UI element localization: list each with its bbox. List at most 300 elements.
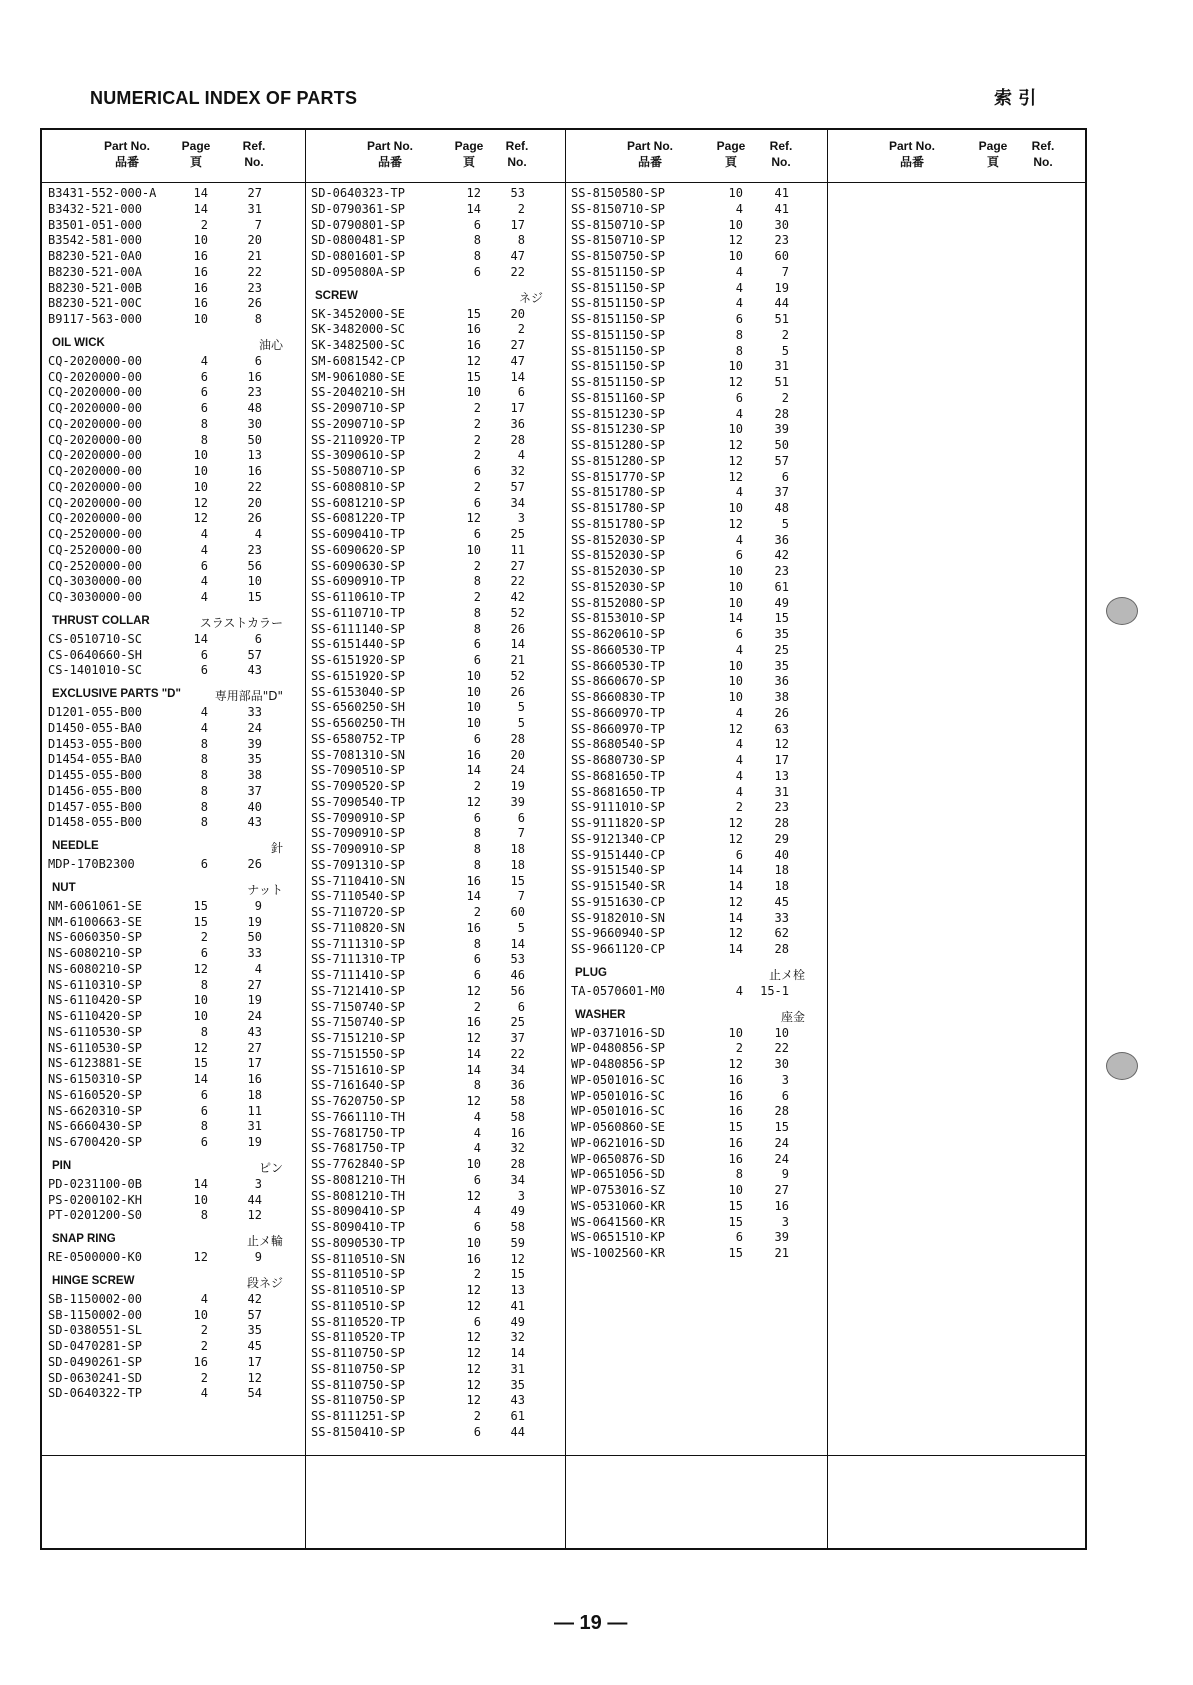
page-ref: 4	[200, 353, 208, 368]
part-number: SS-6560250-SH	[311, 700, 405, 715]
page-ref: 10	[466, 542, 481, 557]
ref-number: 32	[510, 464, 525, 478]
page-ref: 4	[200, 705, 208, 719]
ref-number: 22	[247, 264, 262, 279]
page-ref: 2	[473, 416, 481, 431]
table-row	[305, 401, 565, 417]
ref-number: 36	[510, 416, 525, 431]
ref-number: 5	[517, 920, 525, 935]
column-header	[565, 138, 827, 182]
ref-number: 40	[247, 799, 262, 814]
ref-number: 23	[247, 280, 262, 295]
ref-number: 15	[510, 873, 525, 888]
part-number: SK-3482500-SC	[311, 338, 405, 352]
index-column	[305, 130, 565, 1455]
table-row	[42, 632, 305, 648]
part-number: SD-0640322-TP	[48, 1386, 142, 1401]
ref-number: 44	[247, 1192, 262, 1207]
part-number: SS-9111820-SP	[571, 816, 665, 830]
page-ref: 10	[728, 674, 743, 689]
ref-number: 12	[247, 1208, 262, 1223]
part-number: CQ-2020000-00	[48, 401, 142, 415]
part-number: SS-6090620-SP	[311, 542, 405, 557]
page-ref: 2	[473, 401, 481, 415]
part-number: SS-8660530-TP	[571, 658, 665, 673]
column-header	[42, 138, 305, 182]
ref-number: 16	[247, 1072, 262, 1086]
part-number: SS-6090910-TP	[311, 574, 405, 589]
table-row	[565, 202, 827, 218]
ref-number: 22	[774, 1041, 789, 1056]
ref-number: 49	[510, 1314, 525, 1329]
ref-number: 11	[247, 1103, 262, 1118]
part-number: CQ-2020000-00	[48, 495, 142, 510]
part-number: SS-8151230-SP	[571, 422, 665, 437]
page-title: NUMERICAL INDEX OF PARTS	[90, 88, 358, 108]
page-ref: 6	[473, 495, 481, 510]
section-title-jp: 油心	[258, 337, 283, 352]
part-number: B8230-521-0A0	[48, 249, 142, 263]
table-row	[305, 1173, 565, 1189]
header-page: Page	[181, 139, 211, 153]
page-ref: 6	[473, 217, 481, 232]
page-ref: 6	[473, 464, 481, 478]
ref-number: 15	[774, 1120, 789, 1134]
page-ref: 14	[193, 1072, 208, 1086]
ref-number: 27	[510, 558, 525, 573]
ref-number: 7	[517, 826, 525, 841]
page-ref: 8	[200, 752, 208, 767]
page-ref: 6	[200, 385, 208, 400]
page-ref: 4	[473, 1109, 481, 1124]
page-ref: 14	[728, 863, 743, 878]
part-number: SS-7151550-SP	[311, 1046, 405, 1061]
ref-number: 4	[517, 448, 525, 463]
ref-number: 47	[510, 249, 525, 263]
part-number: B9117-563-000	[48, 312, 142, 326]
table-row	[42, 543, 305, 559]
page-ref: 15	[193, 1056, 208, 1071]
ref-number: 16	[510, 1125, 525, 1140]
page-ref: 14	[728, 611, 743, 626]
section-title-jp: 止メ栓	[768, 967, 805, 982]
page-ref: 12	[466, 1283, 481, 1297]
page-ref: 16	[728, 1072, 743, 1087]
part-number: B8230-521-00A	[48, 264, 142, 279]
part-number: SS-3090610-SP	[311, 448, 405, 463]
ref-number: 17	[510, 401, 525, 415]
page-ref: 6	[473, 653, 481, 667]
ref-number: 49	[774, 595, 789, 610]
table-row	[305, 952, 565, 968]
ref-number: 20	[510, 306, 525, 321]
table-row	[42, 663, 305, 679]
page-ref: 6	[735, 1230, 743, 1245]
part-number: SD-0790361-SP	[311, 201, 405, 216]
table-row	[305, 606, 565, 622]
column-header	[305, 138, 565, 182]
table-row	[42, 296, 305, 312]
table-row	[42, 527, 305, 543]
table-row	[565, 548, 827, 564]
ref-number: 32	[510, 1141, 525, 1156]
table-row	[42, 784, 305, 800]
page-ref: 8	[200, 799, 208, 814]
part-number: SK-3452000-SE	[311, 306, 405, 321]
ref-number: 39	[774, 1230, 789, 1245]
column-header	[827, 138, 1089, 182]
table-row	[565, 1026, 827, 1042]
table-row	[42, 978, 305, 994]
header-part-no: Part No.	[103, 139, 150, 153]
part-number: SS-8151150-SP	[571, 296, 665, 311]
table-row	[565, 359, 827, 375]
page-ref: 10	[466, 668, 481, 683]
part-number: SS-9151540-SP	[571, 863, 665, 878]
page-ref: 12	[466, 511, 481, 526]
table-row	[305, 1236, 565, 1252]
ref-number: 56	[510, 983, 525, 998]
table-row	[305, 700, 565, 716]
header-page-jp: 頁	[724, 155, 737, 169]
page-ref: 6	[200, 401, 208, 415]
ref-number: 50	[247, 432, 262, 447]
table-row	[305, 1031, 565, 1047]
page-ref: 14	[193, 631, 208, 646]
ref-number: 24	[247, 720, 262, 735]
ref-number: 28	[510, 731, 525, 746]
page-ref: 4	[735, 406, 743, 421]
part-number: SD-095080A-SP	[311, 264, 405, 279]
page-ref: 16	[466, 1015, 481, 1030]
table-row	[565, 533, 827, 549]
table-row	[305, 1378, 565, 1394]
ref-number: 48	[774, 501, 789, 515]
ref-number: 42	[247, 1291, 262, 1306]
table-row	[305, 921, 565, 937]
table-row	[565, 1183, 827, 1199]
table-row	[42, 417, 305, 433]
table-row	[565, 690, 827, 706]
section-heading	[42, 1224, 305, 1250]
table-row	[305, 1283, 565, 1299]
part-number: SM-6081542-CP	[311, 353, 405, 368]
ref-number: 28	[774, 942, 789, 956]
page-ref: 10	[728, 249, 743, 263]
page-ref: 12	[466, 1330, 481, 1345]
part-number: NM-6061061-SE	[48, 898, 142, 913]
part-number: B3432-521-000	[48, 201, 142, 216]
page-ref: 14	[466, 763, 481, 778]
part-number: SS-8151150-SP	[571, 343, 665, 358]
table-row	[305, 218, 565, 234]
part-number: CQ-2020000-00	[48, 416, 142, 431]
header-part-no: Part No.	[366, 139, 413, 153]
table-row	[305, 1141, 565, 1157]
table-row	[305, 842, 565, 858]
ref-number: 6	[517, 810, 525, 825]
page-ref: 8	[473, 249, 481, 263]
page-ref: 16	[728, 1088, 743, 1103]
page-ref: 6	[735, 847, 743, 862]
ref-number: 52	[510, 605, 525, 620]
header-page: Page	[978, 139, 1008, 153]
ref-number: 34	[510, 1172, 525, 1187]
page-ref: 6	[735, 627, 743, 641]
section-heading	[565, 958, 827, 984]
ref-number: 22	[510, 264, 525, 279]
table-row	[565, 1073, 827, 1089]
page-ref: 16	[466, 920, 481, 935]
page-ref: 6	[200, 1087, 208, 1102]
page-ref: 10	[193, 1009, 208, 1023]
section-title-jp: スラストカラー	[199, 615, 283, 630]
part-number: D1453-055-B00	[48, 736, 142, 751]
ref-number: 23	[247, 385, 262, 400]
header-page: Page	[716, 139, 746, 153]
ref-number: 12	[510, 1251, 525, 1266]
table-row	[565, 911, 827, 927]
part-number: B3431-552-000-A	[48, 186, 157, 200]
page-ref: 16	[466, 747, 481, 762]
part-number: D1201-055-B00	[48, 705, 142, 719]
page-ref: 6	[473, 810, 481, 825]
page-ref: 16	[193, 264, 208, 279]
table-row	[565, 816, 827, 832]
table-row	[42, 574, 305, 590]
page-ref: 12	[466, 186, 481, 200]
table-row	[42, 590, 305, 606]
ref-number: 31	[774, 359, 789, 374]
page-ref: 12	[466, 1094, 481, 1108]
part-number: CQ-2020000-00	[48, 432, 142, 447]
ref-number: 6	[254, 631, 262, 646]
part-number: CQ-2020000-00	[48, 385, 142, 400]
page-ref: 4	[735, 532, 743, 547]
ref-number: 28	[510, 432, 525, 447]
part-number: SS-8150710-SP	[571, 233, 665, 248]
page-ref: 15	[728, 1198, 743, 1213]
page-ref: 10	[466, 716, 481, 730]
page-ref: 2	[473, 448, 481, 463]
ref-number: 52	[510, 668, 525, 683]
table-row	[42, 233, 305, 249]
part-number: SS-6110710-TP	[311, 605, 405, 620]
table-row	[565, 438, 827, 454]
page-ref: 12	[728, 831, 743, 846]
ref-number: 31	[510, 1361, 525, 1376]
page-title-jp: 索 引	[994, 88, 1037, 109]
page-ref: 12	[193, 495, 208, 510]
ref-number: 2	[781, 390, 789, 405]
page-ref: 8	[473, 1078, 481, 1093]
ref-number: 29	[774, 831, 789, 846]
table-row	[305, 716, 565, 732]
table-row	[305, 685, 565, 701]
part-number: SS-6151920-SP	[311, 668, 405, 683]
part-number: CQ-2520000-00	[48, 542, 142, 557]
ref-number: 3	[517, 1188, 525, 1203]
part-number: CQ-3030000-00	[48, 574, 142, 589]
table-row	[305, 826, 565, 842]
part-number: WP-0753016-SZ	[571, 1183, 665, 1197]
part-number: SS-8151780-SP	[571, 485, 665, 500]
table-row	[305, 1063, 565, 1079]
table-row	[42, 265, 305, 281]
section-title-jp: 専用部品"D"	[214, 689, 283, 703]
part-number: SS-8660970-TP	[571, 705, 665, 720]
page-ref: 14	[728, 879, 743, 893]
part-number: SS-8090410-SP	[311, 1204, 405, 1219]
part-number: SS-8680730-SP	[571, 753, 665, 767]
section-heading	[305, 281, 565, 307]
table-row	[305, 1346, 565, 1362]
page-ref: 6	[200, 946, 208, 960]
header-ref-no: No.	[1033, 155, 1053, 169]
table-row	[305, 858, 565, 874]
page-ref: 8	[735, 343, 743, 358]
table-row	[565, 926, 827, 942]
table-row	[305, 307, 565, 323]
table-row	[42, 752, 305, 768]
section-title-jp: 段ネジ	[246, 1275, 283, 1290]
page-ref: 12	[466, 983, 481, 998]
table-row	[565, 580, 827, 596]
table-row	[565, 800, 827, 816]
ref-number: 5	[517, 700, 525, 715]
page-ref: 8	[200, 768, 208, 782]
page-ref: 8	[200, 1208, 208, 1223]
page-ref: 12	[466, 794, 481, 809]
table-row	[42, 1104, 305, 1120]
header-ref: Ref.	[505, 139, 529, 153]
header-page-jp: 頁	[462, 155, 475, 169]
page-ref: 2	[473, 1409, 481, 1423]
section-title: SNAP RING	[52, 1233, 116, 1245]
ref-number: 41	[774, 201, 789, 216]
table-row	[305, 202, 565, 218]
page-ref: 10	[466, 1157, 481, 1171]
page-ref: 12	[728, 816, 743, 830]
ref-number: 30	[774, 1057, 789, 1071]
ref-number: 4	[254, 527, 262, 541]
table-row	[42, 1177, 305, 1193]
ref-number: 60	[510, 905, 525, 919]
part-number: WP-0650876-SD	[571, 1151, 665, 1166]
part-number: SS-8151230-SP	[571, 406, 665, 421]
part-number: CS-1401010-SC	[48, 663, 142, 678]
page-ref: 2	[200, 1339, 208, 1353]
table-row	[305, 1000, 565, 1016]
section-title-jp: 針	[270, 841, 283, 855]
part-number: SD-0380551-SL	[48, 1323, 142, 1338]
part-number: SS-8660530-TP	[571, 642, 665, 657]
ref-number: 23	[774, 800, 789, 815]
table-row	[305, 480, 565, 496]
table-row	[305, 1425, 565, 1441]
part-number: SS-7090910-SP	[311, 826, 405, 841]
table-row	[305, 653, 565, 669]
page-ref: 4	[473, 1141, 481, 1156]
ref-number: 15-1	[760, 983, 789, 998]
part-number: SS-7111310-TP	[311, 952, 405, 967]
part-number: SS-8151150-SP	[571, 359, 665, 374]
section-title-jp: ナット	[247, 882, 283, 897]
part-number: SS-8681650-TP	[571, 784, 665, 799]
part-number: SS-8110510-SP	[311, 1298, 405, 1313]
part-number: SS-8153010-SP	[571, 611, 665, 626]
ref-number: 26	[774, 705, 789, 720]
page-ref: 12	[193, 1040, 208, 1055]
part-number: SS-7090910-SP	[311, 842, 405, 856]
table-row	[565, 1215, 827, 1231]
part-number: D1455-055-B00	[48, 768, 142, 782]
page-ref: 14	[728, 942, 743, 956]
table-row	[565, 218, 827, 234]
part-number: B8230-521-00C	[48, 296, 142, 311]
page-ref: 12	[466, 1361, 481, 1376]
table-row	[565, 674, 827, 690]
ref-number: 3	[517, 511, 525, 526]
page-ref: 4	[735, 768, 743, 783]
part-number: SS-7090510-SP	[311, 763, 405, 778]
section-heading	[42, 328, 305, 354]
table-row	[305, 385, 565, 401]
header-page-jp: 頁	[986, 155, 999, 169]
ref-number: 48	[247, 401, 262, 415]
table-row	[565, 627, 827, 643]
part-number: SS-8110510-SN	[311, 1251, 405, 1266]
page-ref: 6	[473, 968, 481, 982]
section-title: WASHER	[575, 1008, 626, 1021]
part-number: NS-6150310-SP	[48, 1072, 142, 1086]
ref-number: 35	[247, 752, 262, 767]
ref-number: 11	[510, 542, 525, 557]
header-ref-no: No.	[771, 155, 791, 169]
ref-number: 8	[517, 233, 525, 248]
table-row	[42, 559, 305, 575]
ref-number: 19	[510, 779, 525, 793]
page-ref: 16	[193, 296, 208, 311]
table-row	[305, 1078, 565, 1094]
part-number: NS-6660430-SP	[48, 1119, 142, 1134]
part-number: D1457-055-B00	[48, 799, 142, 814]
ref-number: 12	[247, 1370, 262, 1385]
table-row	[565, 281, 827, 297]
ref-number: 18	[247, 1087, 262, 1102]
part-number: SS-8110520-TP	[311, 1314, 405, 1329]
ref-number: 41	[510, 1298, 525, 1313]
page-ref: 10	[193, 312, 208, 326]
page-ref: 14	[193, 1176, 208, 1191]
page-ref: 2	[473, 779, 481, 793]
page-ref: 8	[200, 1119, 208, 1134]
page-ref: 2	[473, 479, 481, 494]
ref-number: 3	[781, 1072, 789, 1087]
page-ref: 2	[473, 432, 481, 447]
table-row	[565, 596, 827, 612]
page-ref: 8	[473, 826, 481, 841]
page-ref: 12	[466, 1298, 481, 1313]
table-row	[565, 785, 827, 801]
page-ref: 8	[473, 233, 481, 248]
page-ref: 12	[466, 1188, 481, 1203]
part-number: CS-0510710-SC	[48, 631, 142, 646]
header-part-no: Part No.	[626, 139, 673, 153]
ref-number: 10	[774, 1025, 789, 1040]
ref-number: 5	[781, 343, 789, 358]
ref-number: 2	[781, 327, 789, 342]
